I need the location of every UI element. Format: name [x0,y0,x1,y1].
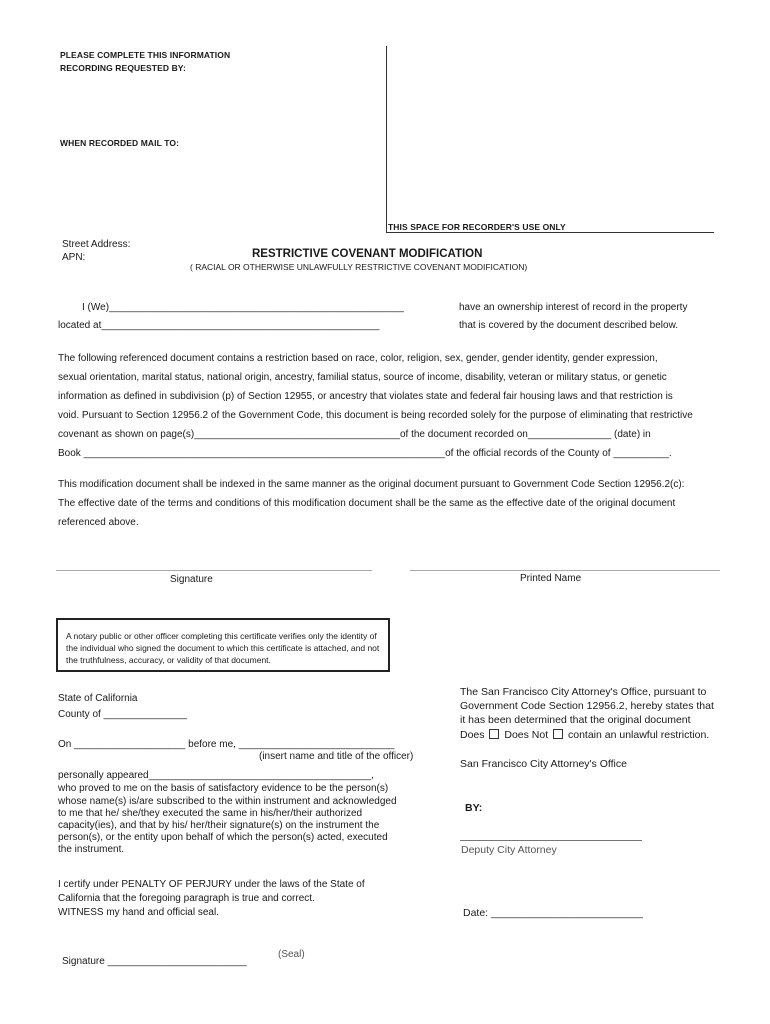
does-checkbox[interactable] [489,729,499,739]
acknowledgment-line-6: the instrument. [58,844,125,855]
deputy-city-attorney-label: Deputy City Attorney [461,844,557,856]
restriction-line-6[interactable]: Book _________________________________________________________________of the official records of the County of __________. [58,448,672,459]
street-address-label: Street Address: [62,239,131,250]
owner-interest-text: have an ownership interest of record in the property [459,302,688,313]
certify-line-1: I certify under PENALTY OF PERJURY under the laws of the State of [58,879,365,890]
seal-label: (Seal) [278,949,305,960]
attorney-statement-line-1: The San Francisco City Attorney's Office, pursuant to [460,686,707,698]
restriction-paragraph [58,349,724,463]
document-subtitle: ( RACIAL OR OTHERWISE UNLAWFULLY RESTRICTIVE COVENANT MODIFICATION) [190,262,528,272]
signature-line[interactable] [56,570,372,571]
deputy-signature-line[interactable] [460,840,642,841]
indexing-line-1: This modification document shall be indexed in the same manner as the original document pursuant to Government Code Section 12956.2(c): [58,479,685,490]
state-label: State of California [58,693,138,704]
recorder-use-label: THIS SPACE FOR RECORDER'S USE ONLY [388,222,566,232]
notary-disclaimer-box: A notary public or other officer completing this certificate verifies only the identity of the individual who signed the document to which this certificate is attached, and not the truthfulness, accuracy, or validity of that document. [56,618,390,672]
printed-name-label: Printed Name [520,573,582,584]
determination-tail: contain an unlawful restriction. [567,729,710,741]
attorney-statement-line-2: Government Code Section 12956.2, hereby states that [460,700,714,712]
restriction-line-1: The following referenced document contains a restriction based on race, color, religion, sex, gender, gender identity, gender expression, [58,353,658,364]
property-covered-text: that is covered by the document described below. [459,320,679,331]
restriction-line-5[interactable]: covenant as shown on page(s)_____________________________________of the document recorded on_______________ (date) in [58,429,651,440]
attorney-statement-line-3: it has been determined that the original document [460,714,691,726]
restriction-line-3: information as defined in subdivision (p) of Section 12955, or ancestry that violates state and federal fair housing laws and that restriction is [58,391,673,402]
indexing-paragraph [58,475,724,532]
county-field[interactable]: County of _______________ [58,709,188,720]
does-not-checkbox[interactable] [553,729,563,739]
acknowledgment-line-2: whose name(s) is/are subscribed to the within instrument and acknowledged [58,796,397,807]
indexing-line-2: The effective date of the terms and conditions of this modification document shall be the same as the effective date of the original document [58,498,676,509]
restriction-line-4: void. Pursuant to Section 12956.2 of the Government Code, this document is being recorded solely for the purpose of eliminating that restrictive [58,410,693,421]
does-label: Does [460,729,485,741]
acknowledgment-line-5: person(s), or the entity upon behalf of which the person(s) acted, executed [58,832,388,843]
personally-appeared-field[interactable]: personally appeared________________________________________, [58,770,374,781]
notary-signature-field[interactable]: Signature _________________________ [62,956,247,967]
printed-name-line[interactable] [410,570,720,571]
acknowledgment-line-4: capacity(ies), and that by his/ her/their signature(s) on the instrument the [58,820,380,831]
acknowledgment-line-1: who proved to me on the basis of satisfactory evidence to be the person(s) [58,783,389,794]
header-divider [386,46,387,232]
witness-line: WITNESS my hand and official seal. [58,907,219,918]
by-label: BY: [465,802,483,814]
does-not-label: Does Not [504,729,549,741]
notary-date-officer-field[interactable]: On ____________________ before me, ____________________________ [58,739,395,750]
certify-line-2: California that the foregoing paragraph is true and correct. [58,893,315,904]
document-title: RESTRICTIVE COVENANT MODIFICATION [252,248,483,260]
header-recording-requested: RECORDING REQUESTED BY: [60,63,186,73]
property-location-field[interactable]: located at__________________________________________________ [58,320,380,331]
signature-label: Signature [170,574,213,585]
officer-hint: (insert name and title of the officer) [259,751,414,762]
attorney-determination-line [460,728,709,743]
apn-label: APN: [62,252,86,263]
indexing-line-3: referenced above. [58,517,139,528]
recorder-rule [386,232,714,233]
owner-name-field[interactable]: I (We)_____________________________________________________ [82,302,404,313]
restriction-line-2: sexual orientation, marital status, national origin, ancestry, familial status, source of income, disability, veteran or military status, or genetic [58,372,667,383]
header-mail-to: WHEN RECORDED MAIL TO: [60,138,179,148]
header-line-1: PLEASE COMPLETE THIS INFORMATION [60,50,231,60]
attorney-date-field[interactable]: Date: __________________________ [463,907,643,919]
acknowledgment-line-3: to me that he/ she/they executed the same in his/her/their authorized [58,808,363,819]
attorney-office-label: San Francisco City Attorney's Office [460,758,627,770]
